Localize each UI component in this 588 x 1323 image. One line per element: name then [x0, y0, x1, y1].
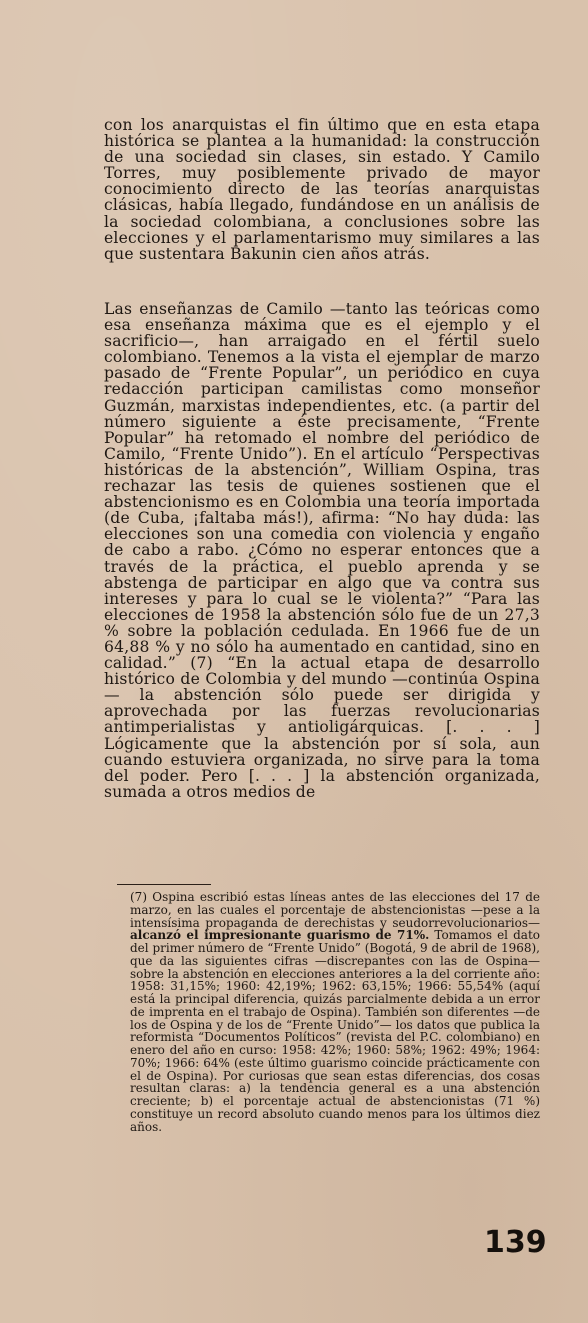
footnote-text-end: Tomamos el dato del primer número de “Frente Unido” (Bogotá, 9 de abril de 1968), que da las siguientes cifras —discrepantes con las de Ospina— sobre la abstención en elecciones anteriores a la del corriente año: 1958: 31,15%; 1960: 42,19%; 1962: 63,15%; 1966: 55,54% (aquí está la principal diferencia, quizás parcialmente debida a un error de imprenta en el trabajo de Ospina). También son diferentes —de los de Ospina y de los de “Frente Unido”— los datos que publica la reformista “Documentos Políticos” (revista del P.C. colombiano) en enero del año en curso: 1958: 42%; 1960: 58%; 1962: 49%; 1964: 70%; 1966: 64% (este último guarismo coincide prácticamente con el de Ospina). Por curiosas que sean estas diferencias, dos cosas resultan claras: a) la tendencia general es a una abstención creciente; b) el porcentaje actual de abstencionistas (71 %) constituye un record absoluto cuando menos para los últimos diez años.	[130, 928, 540, 1134]
footnote-bold-text: alcanzó el impresionante guarismo de 71%.	[130, 928, 430, 943]
footnote-7	[130, 891, 540, 1133]
page-number: 139	[484, 1225, 547, 1260]
body-paragraph-1: con los anarquistas el fin último que en esta etapa histórica se plantea a la humanidad: la construcción de una sociedad sin clases, sin estado. Y Camilo Torres, muy posiblemente privado de mayor conocimiento directo de las teorías anarquistas clásicas, había llegado, fundándose en un análisis de la sociedad colombiana, a conclusiones sobre las elecciones y el parlamentarismo muy similares a las que sustentara Bakunin cien años atrás.	[104, 116, 540, 263]
body-paragraph-2: Las enseñanzas de Camilo —tanto las teóricas como esa enseñanza máxima que es el ejemplo y el sacrificio—, han arraigado en el fértil suelo colombiano. Tenemos a la vista el ejemplar de marzo pasado de “Frente Popular”, un periódico en cuya redacción participan camilistas como monseñor Guzmán, marxistas independientes, etc. (a partir del número siguiente a éste precisamente, “Frente Popular” ha retomado el nombre del periódico de Camilo, “Frente Unido”). En el artículo “Perspectivas históricas de la abstención”, William Ospina, tras rechazar las tesis de quienes sostienen que el abstencionismo es en Colombia una teoría importada (de Cuba, ¡faltaba más!), afirma: “No hay duda: las elecciones son una comedia con violencia y engaño de cabo a rabo. ¿Cómo no esperar entonces que a través de la práctica, el pueblo aprenda y se abstenga de participar en algo que va contra sus intereses y para lo cual se le violenta?” “Para las elecciones de 1958 la abstención sólo fue de un 27,3 % sobre la población cedulada. En 1966 fue de un 64,88 % y no sólo ha aumentado en cantidad, sino en calidad.” (7) “En la actual etapa de desarrollo histórico de Colombia y del mundo —continúa Ospina— la abstención sólo puede ser dirigida y aprovechada por las fuerzas revolucionarias antimperialistas y antioligárquicas. [. . . ] Lógicamente que la abstención por sí sola, aun cuando estuviera organizada, no sirve para la toma del poder. Pero [. . . ] la abstención organizada, sumada a otros medios de	[104, 300, 540, 801]
footnote-divider	[117, 884, 211, 885]
footnote-text-start: (7) Ospina escribió estas líneas antes de las elecciones del 17 de marzo, en las cuales el porcentaje de abstencionistas —pese a la intensísima propaganda de derechistas y seudorrevolucionarios—	[130, 890, 540, 930]
